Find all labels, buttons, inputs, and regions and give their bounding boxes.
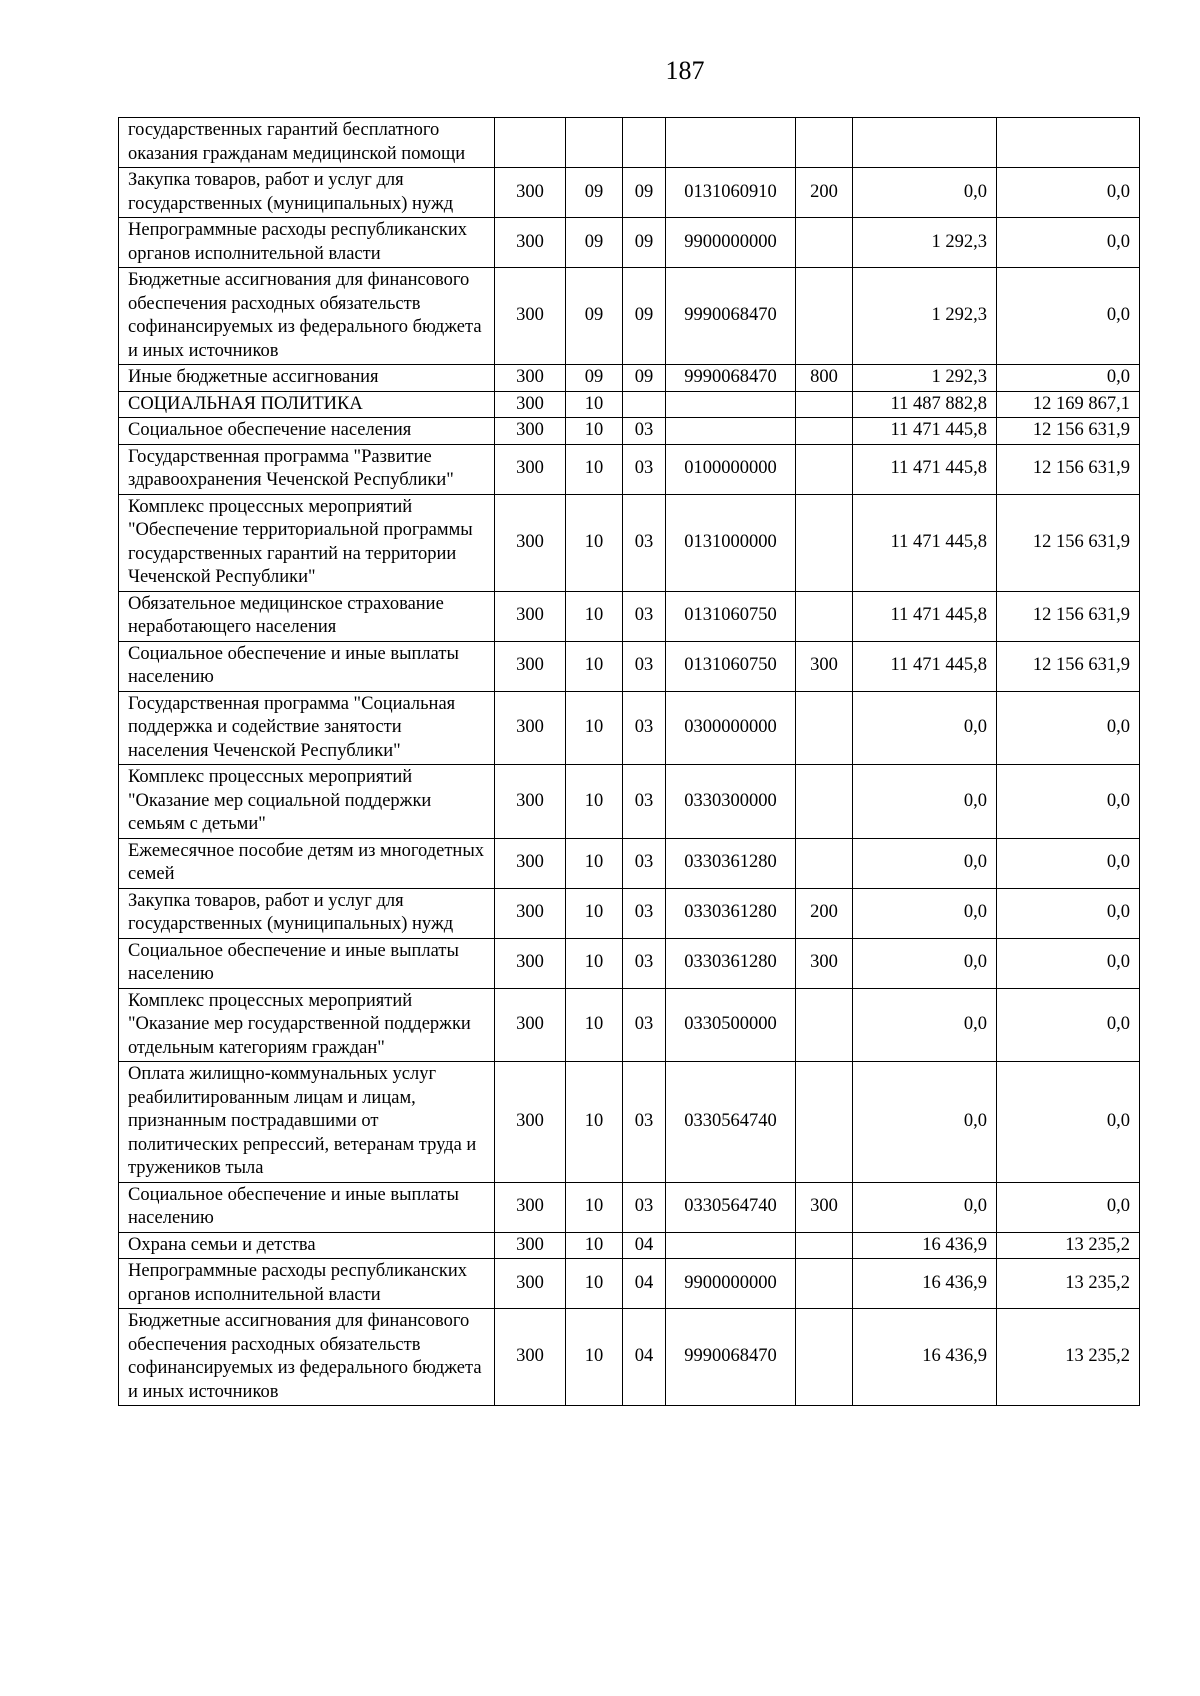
- grbs-code-cell: 300: [495, 765, 566, 839]
- target-article-cell: 9900000000: [666, 1259, 796, 1309]
- table-row: [119, 641, 1140, 691]
- expense-name-cell: Бюджетные ассигнования для финансового обеспечения расходных обязательств софинансируемых из федерального бюджета и иных источников: [119, 268, 495, 365]
- expense-type-cell: [796, 691, 853, 765]
- expense-name-cell: Непрограммные расходы республиканских органов исполнительной власти: [119, 1259, 495, 1309]
- subsection-code-cell: 03: [623, 494, 666, 591]
- target-article-cell: 0131000000: [666, 494, 796, 591]
- target-article-cell: 0330564740: [666, 1182, 796, 1232]
- amount-year1-cell: 11 471 445,8: [853, 444, 997, 494]
- grbs-code-cell: 300: [495, 591, 566, 641]
- grbs-code-cell: 300: [495, 218, 566, 268]
- expense-name-cell: Социальное обеспечение и иные выплаты населению: [119, 641, 495, 691]
- amount-year2-cell: 13 235,2: [997, 1232, 1140, 1259]
- section-code-cell: 10: [566, 418, 623, 445]
- target-article-cell: [666, 418, 796, 445]
- target-article-cell: 9900000000: [666, 218, 796, 268]
- grbs-code-cell: 300: [495, 365, 566, 392]
- grbs-code-cell: 300: [495, 268, 566, 365]
- grbs-code-cell: 300: [495, 691, 566, 765]
- target-article-cell: 9990068470: [666, 268, 796, 365]
- expense-type-cell: [796, 494, 853, 591]
- expense-type-cell: 800: [796, 365, 853, 392]
- subsection-code-cell: 04: [623, 1259, 666, 1309]
- amount-year2-cell: 0,0: [997, 838, 1140, 888]
- section-code-cell: 10: [566, 988, 623, 1062]
- section-code-cell: 10: [566, 938, 623, 988]
- grbs-code-cell: 300: [495, 838, 566, 888]
- target-article-cell: 0330361280: [666, 888, 796, 938]
- table-row: [119, 1259, 1140, 1309]
- subsection-code-cell: 03: [623, 938, 666, 988]
- table-row: [119, 938, 1140, 988]
- amount-year1-cell: 0,0: [853, 1182, 997, 1232]
- amount-year2-cell: 12 169 867,1: [997, 391, 1140, 418]
- section-code-cell: 10: [566, 494, 623, 591]
- subsection-code-cell: 03: [623, 1182, 666, 1232]
- expense-type-cell: [796, 838, 853, 888]
- amount-year2-cell: 0,0: [997, 365, 1140, 392]
- subsection-code-cell: [623, 391, 666, 418]
- expense-type-cell: 200: [796, 888, 853, 938]
- expense-name-cell: Оплата жилищно-коммунальных услуг реабилитированным лицам и лицам, признанным пострадавшими от политических репрессий, ветеранам труда и тружеников тыла: [119, 1062, 495, 1183]
- amount-year1-cell: 0,0: [853, 988, 997, 1062]
- amount-year2-cell: 13 235,2: [997, 1259, 1140, 1309]
- section-code-cell: 09: [566, 218, 623, 268]
- subsection-code-cell: 04: [623, 1232, 666, 1259]
- expense-type-cell: [796, 1309, 853, 1406]
- section-code-cell: 10: [566, 391, 623, 418]
- table-row: [119, 1062, 1140, 1183]
- section-code-cell: 10: [566, 1232, 623, 1259]
- budget-table: [118, 117, 1140, 1406]
- amount-year1-cell: 16 436,9: [853, 1232, 997, 1259]
- expense-type-cell: 300: [796, 641, 853, 691]
- amount-year2-cell: 12 156 631,9: [997, 494, 1140, 591]
- subsection-code-cell: 03: [623, 838, 666, 888]
- table-row: [119, 365, 1140, 392]
- expense-type-cell: [796, 444, 853, 494]
- amount-year2-cell: 0,0: [997, 168, 1140, 218]
- amount-year2-cell: 0,0: [997, 218, 1140, 268]
- subsection-code-cell: 03: [623, 641, 666, 691]
- table-row: [119, 988, 1140, 1062]
- subsection-code-cell: 04: [623, 1309, 666, 1406]
- table-row: [119, 168, 1140, 218]
- subsection-code-cell: 03: [623, 591, 666, 641]
- expense-name-cell: Закупка товаров, работ и услуг для государственных (муниципальных) нужд: [119, 888, 495, 938]
- target-article-cell: 9990068470: [666, 365, 796, 392]
- expense-name-cell: Охрана семьи и детства: [119, 1232, 495, 1259]
- target-article-cell: [666, 391, 796, 418]
- target-article-cell: 0131060750: [666, 641, 796, 691]
- subsection-code-cell: 09: [623, 365, 666, 392]
- amount-year1-cell: 16 436,9: [853, 1309, 997, 1406]
- section-code-cell: 10: [566, 838, 623, 888]
- amount-year1-cell: 0,0: [853, 938, 997, 988]
- subsection-code-cell: 09: [623, 268, 666, 365]
- subsection-code-cell: 03: [623, 418, 666, 445]
- target-article-cell: 0330361280: [666, 838, 796, 888]
- amount-year1-cell: 0,0: [853, 765, 997, 839]
- expense-name-cell: государственных гарантий бесплатного оказания гражданам медицинской помощи: [119, 118, 495, 168]
- grbs-code-cell: [495, 118, 566, 168]
- grbs-code-cell: 300: [495, 888, 566, 938]
- section-code-cell: 10: [566, 691, 623, 765]
- page-number: 187: [665, 56, 705, 85]
- expense-type-cell: [796, 391, 853, 418]
- section-code-cell: 10: [566, 1182, 623, 1232]
- table-row: [119, 691, 1140, 765]
- section-code-cell: 10: [566, 1062, 623, 1183]
- section-code-cell: 10: [566, 444, 623, 494]
- amount-year1-cell: 11 471 445,8: [853, 418, 997, 445]
- amount-year1-cell: 16 436,9: [853, 1259, 997, 1309]
- target-article-cell: 9990068470: [666, 1309, 796, 1406]
- expense-name-cell: Ежемесячное пособие детям из многодетных семей: [119, 838, 495, 888]
- table-row: [119, 494, 1140, 591]
- amount-year2-cell: 0,0: [997, 765, 1140, 839]
- table-body: [119, 118, 1140, 1406]
- amount-year2-cell: 0,0: [997, 988, 1140, 1062]
- expense-name-cell: Комплекс процессных мероприятий "Оказание мер социальной поддержки семьям с детьми": [119, 765, 495, 839]
- expense-type-cell: [796, 268, 853, 365]
- amount-year2-cell: 12 156 631,9: [997, 418, 1140, 445]
- table-row: [119, 838, 1140, 888]
- amount-year1-cell: 0,0: [853, 888, 997, 938]
- grbs-code-cell: 300: [495, 641, 566, 691]
- amount-year1-cell: 11 487 882,8: [853, 391, 997, 418]
- grbs-code-cell: 300: [495, 988, 566, 1062]
- table-row: [119, 1309, 1140, 1406]
- expense-name-cell: Комплекс процессных мероприятий "Обеспечение территориальной программы государственных гарантий на территории Чеченской Республики": [119, 494, 495, 591]
- target-article-cell: 0300000000: [666, 691, 796, 765]
- amount-year1-cell: 1 292,3: [853, 218, 997, 268]
- grbs-code-cell: 300: [495, 1309, 566, 1406]
- section-code-cell: 10: [566, 591, 623, 641]
- target-article-cell: 0330300000: [666, 765, 796, 839]
- grbs-code-cell: 300: [495, 1062, 566, 1183]
- expense-name-cell: Социальное обеспечение населения: [119, 418, 495, 445]
- amount-year1-cell: 1 292,3: [853, 268, 997, 365]
- section-code-cell: 09: [566, 365, 623, 392]
- expense-name-cell: Закупка товаров, работ и услуг для государственных (муниципальных) нужд: [119, 168, 495, 218]
- table-row: [119, 1232, 1140, 1259]
- target-article-cell: 0330564740: [666, 1062, 796, 1183]
- grbs-code-cell: 300: [495, 418, 566, 445]
- subsection-code-cell: 03: [623, 765, 666, 839]
- target-article-cell: [666, 1232, 796, 1259]
- amount-year1-cell: 11 471 445,8: [853, 641, 997, 691]
- grbs-code-cell: 300: [495, 444, 566, 494]
- table-row: [119, 118, 1140, 168]
- target-article-cell: 0330361280: [666, 938, 796, 988]
- amount-year1-cell: 0,0: [853, 838, 997, 888]
- expense-name-cell: Социальное обеспечение и иные выплаты населению: [119, 1182, 495, 1232]
- expense-name-cell: Бюджетные ассигнования для финансового обеспечения расходных обязательств софинансируемых из федерального бюджета и иных источников: [119, 1309, 495, 1406]
- amount-year2-cell: 0,0: [997, 888, 1140, 938]
- section-code-cell: 10: [566, 1259, 623, 1309]
- expense-type-cell: 300: [796, 938, 853, 988]
- section-code-cell: 09: [566, 168, 623, 218]
- expense-name-cell: Комплекс процессных мероприятий "Оказание мер государственной поддержки отдельным категориям граждан": [119, 988, 495, 1062]
- section-code-cell: 10: [566, 1309, 623, 1406]
- table-row: [119, 591, 1140, 641]
- subsection-code-cell: 09: [623, 168, 666, 218]
- table-row: [119, 1182, 1140, 1232]
- table-row: [119, 391, 1140, 418]
- amount-year2-cell: [997, 118, 1140, 168]
- expense-type-cell: [796, 1259, 853, 1309]
- amount-year2-cell: 12 156 631,9: [997, 591, 1140, 641]
- table-row: [119, 418, 1140, 445]
- target-article-cell: 0100000000: [666, 444, 796, 494]
- amount-year1-cell: 11 471 445,8: [853, 494, 997, 591]
- grbs-code-cell: 300: [495, 168, 566, 218]
- expense-type-cell: [796, 218, 853, 268]
- grbs-code-cell: 300: [495, 1232, 566, 1259]
- amount-year2-cell: 12 156 631,9: [997, 641, 1140, 691]
- table-row: [119, 218, 1140, 268]
- table-row: [119, 268, 1140, 365]
- expense-type-cell: [796, 765, 853, 839]
- amount-year1-cell: [853, 118, 997, 168]
- amount-year1-cell: 11 471 445,8: [853, 591, 997, 641]
- expense-name-cell: Государственная программа "Социальная поддержка и содействие занятости населения Чеченской Республики": [119, 691, 495, 765]
- expense-name-cell: СОЦИАЛЬНАЯ ПОЛИТИКА: [119, 391, 495, 418]
- expense-type-cell: [796, 118, 853, 168]
- subsection-code-cell: 03: [623, 988, 666, 1062]
- section-code-cell: 10: [566, 888, 623, 938]
- grbs-code-cell: 300: [495, 1259, 566, 1309]
- section-code-cell: 10: [566, 765, 623, 839]
- amount-year2-cell: 0,0: [997, 938, 1140, 988]
- grbs-code-cell: 300: [495, 494, 566, 591]
- expense-type-cell: 200: [796, 168, 853, 218]
- table-row: [119, 444, 1140, 494]
- expense-name-cell: Непрограммные расходы республиканских органов исполнительной власти: [119, 218, 495, 268]
- table-row: [119, 765, 1140, 839]
- expense-type-cell: [796, 1062, 853, 1183]
- grbs-code-cell: 300: [495, 938, 566, 988]
- expense-type-cell: [796, 591, 853, 641]
- subsection-code-cell: [623, 118, 666, 168]
- target-article-cell: [666, 118, 796, 168]
- section-code-cell: [566, 118, 623, 168]
- subsection-code-cell: 03: [623, 1062, 666, 1183]
- grbs-code-cell: 300: [495, 1182, 566, 1232]
- target-article-cell: 0131060750: [666, 591, 796, 641]
- amount-year2-cell: 12 156 631,9: [997, 444, 1140, 494]
- expense-name-cell: Обязательное медицинское страхование неработающего населения: [119, 591, 495, 641]
- expense-type-cell: 300: [796, 1182, 853, 1232]
- amount-year2-cell: 0,0: [997, 1182, 1140, 1232]
- expense-type-cell: [796, 988, 853, 1062]
- amount-year2-cell: 0,0: [997, 691, 1140, 765]
- expense-name-cell: Государственная программа "Развитие здравоохранения Чеченской Республики": [119, 444, 495, 494]
- amount-year2-cell: 0,0: [997, 268, 1140, 365]
- amount-year1-cell: 0,0: [853, 168, 997, 218]
- amount-year2-cell: 0,0: [997, 1062, 1140, 1183]
- amount-year1-cell: 0,0: [853, 691, 997, 765]
- expense-type-cell: [796, 1232, 853, 1259]
- section-code-cell: 09: [566, 268, 623, 365]
- amount-year1-cell: 0,0: [853, 1062, 997, 1183]
- expense-type-cell: [796, 418, 853, 445]
- target-article-cell: 0131060910: [666, 168, 796, 218]
- subsection-code-cell: 09: [623, 218, 666, 268]
- section-code-cell: 10: [566, 641, 623, 691]
- target-article-cell: 0330500000: [666, 988, 796, 1062]
- subsection-code-cell: 03: [623, 691, 666, 765]
- subsection-code-cell: 03: [623, 444, 666, 494]
- subsection-code-cell: 03: [623, 888, 666, 938]
- grbs-code-cell: 300: [495, 391, 566, 418]
- amount-year1-cell: 1 292,3: [853, 365, 997, 392]
- amount-year2-cell: 13 235,2: [997, 1309, 1140, 1406]
- expense-name-cell: Иные бюджетные ассигнования: [119, 365, 495, 392]
- table-row: [119, 888, 1140, 938]
- expense-name-cell: Социальное обеспечение и иные выплаты населению: [119, 938, 495, 988]
